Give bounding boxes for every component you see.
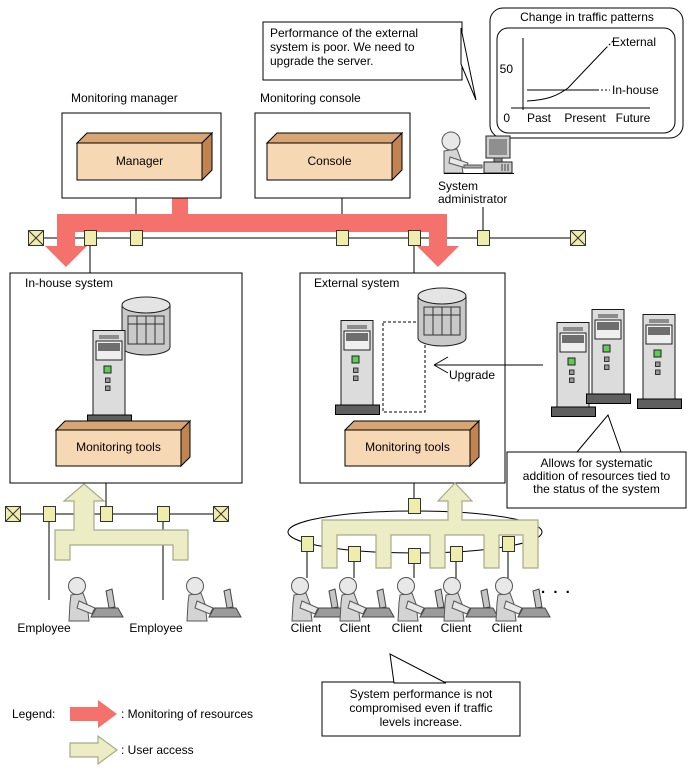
scalable-servers — [552, 310, 682, 417]
performance-callout-line: compromised even if traffic — [349, 701, 493, 715]
monitoring-tools-label: Monitoring tools — [76, 440, 161, 454]
chart-series-label-external: External — [612, 35, 657, 49]
scalable-callout-line: the status of the system — [533, 482, 660, 496]
legend-monitoring-label: : Monitoring of resources — [121, 707, 254, 721]
clients-ellipsis: . . . — [541, 580, 572, 597]
performance-callout-line: levels increase. — [379, 715, 463, 729]
person-laptop-icon — [340, 578, 395, 622]
client-label: Client — [290, 621, 322, 635]
legend-access-arrow-icon — [70, 736, 117, 764]
client-label: Client — [339, 621, 371, 635]
inhouse-system-label: In-house system — [25, 276, 114, 290]
chart-x-tick: Future — [615, 111, 651, 125]
upgrade-label: Upgrade — [449, 368, 496, 382]
admin-callout-line: Performance of the external — [270, 26, 419, 40]
employee-label: Employee — [129, 621, 183, 635]
chart-x-tick: Past — [526, 111, 551, 125]
scalable-callout-line: addition of resources tied to — [522, 469, 671, 483]
chart-origin: 0 — [503, 111, 510, 125]
system-administrator-label: System — [438, 179, 479, 193]
database-icon — [122, 297, 170, 355]
person-laptop-icon — [292, 578, 347, 622]
employee-label: Employee — [17, 621, 71, 635]
server-icon — [88, 331, 132, 425]
console-component-label: Console — [307, 154, 352, 168]
server-icon — [638, 315, 682, 409]
client-label: Client — [440, 621, 472, 635]
external-system-label: External system — [314, 276, 400, 290]
person-laptop-icon — [69, 578, 124, 622]
chart-x-tick: Present — [564, 111, 606, 125]
client-label: Client — [491, 621, 523, 635]
server-icon — [587, 310, 631, 404]
monitoring-console-label: Monitoring console — [260, 91, 361, 105]
chart-y-tick: 50 — [499, 62, 513, 76]
monitoring-tools-label: Monitoring tools — [365, 440, 450, 454]
scalable-callout-line: Allows for systematic — [540, 456, 653, 470]
legend-title: Legend: — [12, 707, 56, 721]
employee-figures — [69, 578, 242, 622]
network-bus — [30, 198, 578, 273]
person-laptop-icon — [187, 578, 242, 622]
chart-title: Change in traffic patterns — [520, 10, 654, 24]
client-label: Client — [391, 621, 423, 635]
admin-callout-line: system is poor. We need to — [270, 40, 415, 54]
database-icon — [418, 288, 466, 346]
person-laptop-icon — [444, 578, 499, 622]
chart-series-label-inhouse: In-house — [612, 83, 659, 97]
client-figures — [292, 578, 551, 622]
admin-callout-line: upgrade the server. — [270, 54, 374, 68]
system-administrator-label: administrator — [438, 192, 508, 206]
system-administrator-icon — [442, 132, 514, 174]
performance-callout-line: System performance is not — [349, 687, 493, 701]
server-icon — [336, 321, 380, 415]
monitoring-manager-label: Monitoring manager — [71, 91, 178, 105]
manager-component-label: Manager — [115, 154, 164, 168]
legend-monitoring-arrow-icon — [70, 700, 117, 728]
legend-access-label: : User access — [121, 743, 194, 757]
